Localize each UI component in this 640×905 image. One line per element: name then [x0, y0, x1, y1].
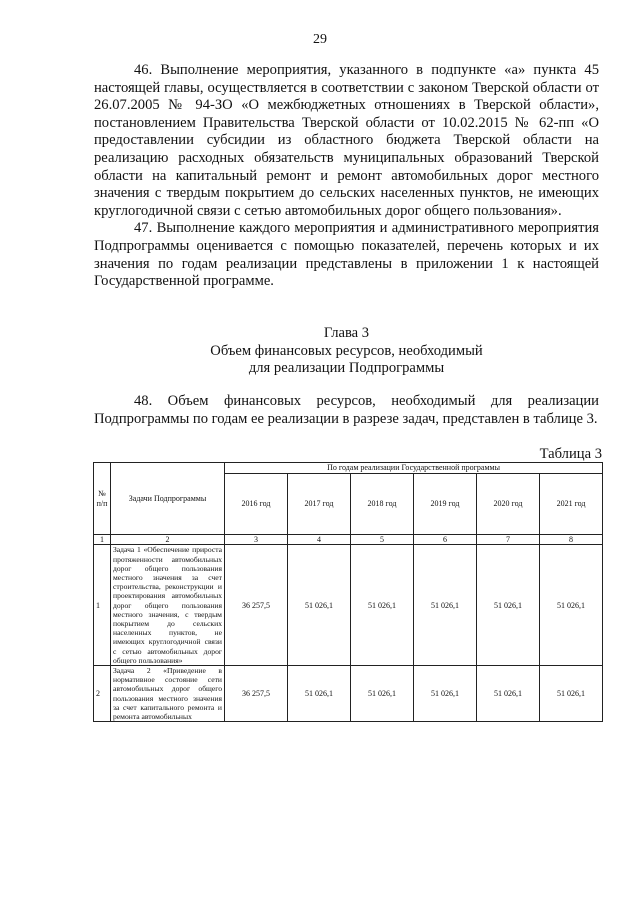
- paragraph-48: 48. Объем финансовых ресурсов, необходимый для реализации Подпрограммы по годам ее реализации в разрезе задач, представлен в таблице 3.: [94, 393, 599, 427]
- column-index: 5: [351, 535, 414, 545]
- paragraph-46: 46. Выполнение мероприятия, указанного в подпункте «а» пункта 45 настоящей главы, осуществляется в соответствии с законом Тверской области от 26.07.2005 № 94-ЗО «О межбюджетных отношениях в Тверской области», постановлением Правительства Тверской области от 10.02.2015 № 62-пп «О предоставлении субсидии из областного бюджета Тверской области на реализацию расходных обязательств муниципальных образований Тверской области на капитальный ремонт и ремонт автомобильных дорог местного значения с твердым покрытием до сельских населенных пунктов, не имеющих круглогодичной связи с сетью автомобильных дорог общего пользования».: [94, 62, 599, 219]
- header-year: 2016 год: [225, 474, 288, 535]
- paragraph-47: 47. Выполнение каждого мероприятия и административного мероприятия Подпрограммы оценивается с помощью показателей, перечень которых и их значения по годам реализации представлены в приложении 1 к настоящей Государственной программе.: [94, 220, 599, 290]
- column-index: 2: [111, 535, 225, 545]
- task-description: Задача 1 «Обеспечение прироста протяженности автомобильных дорог общего пользования местного значения за счет строительства, реконструкции и проектирования автомобильных дорог общего пользования местного значения, с твердым покрытием до сельских населенных пунктов, не имеющих круглогодичной связи с сетью автомобильных дорог общего пользования»: [111, 545, 225, 666]
- value-cell: 51 026,1: [288, 545, 351, 666]
- chapter-number: Глава 3: [323, 325, 370, 341]
- row-number: 2: [94, 666, 111, 722]
- value-cell: 51 026,1: [540, 666, 603, 722]
- header-years-group: По годам реализации Государственной программы: [225, 463, 603, 474]
- header-year: 2020 год: [477, 474, 540, 535]
- header-year: 2019 год: [414, 474, 477, 535]
- table-row: [94, 666, 603, 722]
- table-caption: Таблица 3: [539, 446, 602, 462]
- value-cell: 51 026,1: [477, 666, 540, 722]
- value-cell: 51 026,1: [477, 545, 540, 666]
- financial-table: [93, 462, 603, 722]
- page-number: 29: [313, 32, 327, 47]
- column-index: 6: [414, 535, 477, 545]
- column-index: 8: [540, 535, 603, 545]
- value-cell: 51 026,1: [540, 545, 603, 666]
- value-cell: 51 026,1: [288, 666, 351, 722]
- header-year: 2018 год: [351, 474, 414, 535]
- column-index: 3: [225, 535, 288, 545]
- value-cell: 36 257,5: [225, 545, 288, 666]
- task-description: Задача 2 «Приведение в нормативное состояние сети автомобильных дорог общего пользования местного значения за счет капитального ремонта и ремонта автомобильных: [111, 666, 225, 722]
- column-index: 1: [94, 535, 111, 545]
- body-text: [94, 62, 599, 291]
- value-cell: 51 026,1: [351, 666, 414, 722]
- value-cell: 36 257,5: [225, 666, 288, 722]
- header-year: 2017 год: [288, 474, 351, 535]
- row-number: 1: [94, 545, 111, 666]
- column-index: 7: [477, 535, 540, 545]
- column-index-row: [94, 535, 603, 545]
- header-year: 2021 год: [540, 474, 603, 535]
- chapter-heading: [94, 325, 599, 378]
- chapter-title-line-1: Объем финансовых ресурсов, необходимый: [210, 342, 483, 359]
- chapter-title-line-2: для реализации Подпрограммы: [248, 360, 445, 377]
- value-cell: 51 026,1: [351, 545, 414, 666]
- value-cell: 51 026,1: [414, 545, 477, 666]
- body-text-48: [94, 393, 599, 428]
- value-cell: 51 026,1: [414, 666, 477, 722]
- header-num: № п/п: [94, 463, 111, 535]
- column-index: 4: [288, 535, 351, 545]
- table-row: [94, 545, 603, 666]
- table-header-row: [94, 463, 603, 474]
- header-task: Задачи Подпрограммы: [111, 463, 225, 535]
